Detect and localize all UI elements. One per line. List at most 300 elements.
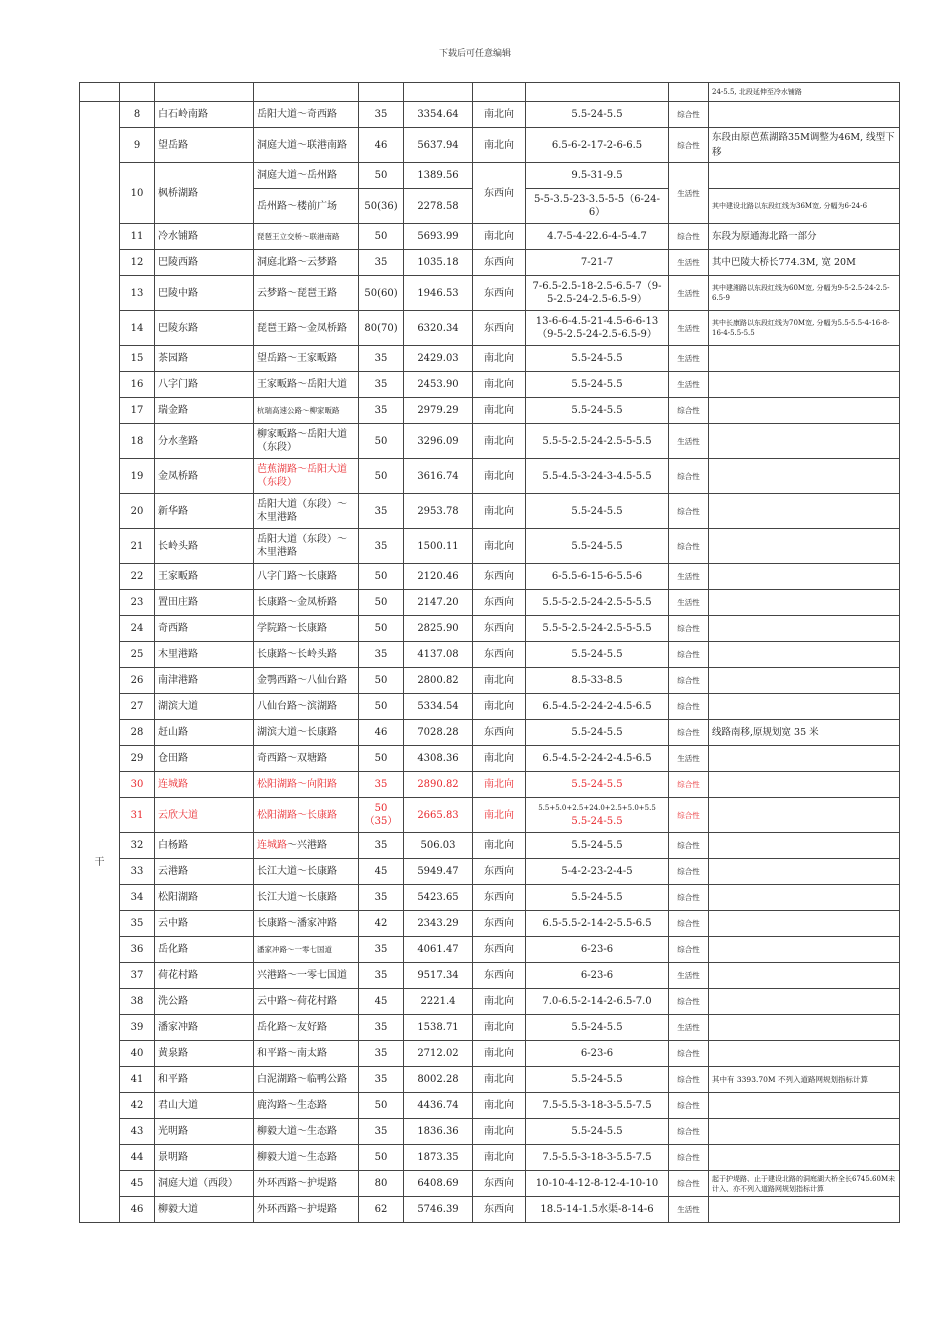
road-length: 2890.82 [404,772,473,798]
road-direction: 东西向 [473,885,526,911]
row-number: 9 [120,128,155,163]
red-line-width: 62 [359,1197,404,1223]
road-type: 综合性 [669,833,709,859]
red-line-width: 35 [359,642,404,668]
road-type: 综合性 [669,911,709,937]
road-name: 云中路 [155,911,254,937]
table-row [80,694,900,720]
remark [709,1119,900,1145]
remark [709,798,900,833]
red-line-width: 35 [359,372,404,398]
remark [709,694,900,720]
row-number: 12 [120,250,155,276]
road-name: 分水垄路 [155,424,254,459]
road-range: 洞庭北路～云梦路 [254,250,359,276]
road-length: 3354.64 [404,102,473,128]
road-range: 洞庭大道～岳州路 [254,163,359,189]
road-range: 芭蕉湖路～岳阳大道（东段） [254,459,359,494]
row-number: 24 [120,616,155,642]
road-name: 云欣大道 [155,798,254,833]
road-length: 2343.29 [404,911,473,937]
road-name: 南津港路 [155,668,254,694]
road-type: 综合性 [669,102,709,128]
range-end: ～兴港路 [287,840,327,851]
table-row [80,163,900,189]
road-length: 6320.34 [404,311,473,346]
remark [709,937,900,963]
row-number: 14 [120,311,155,346]
red-line-width: 35 [359,346,404,372]
road-name: 新华路 [155,494,254,529]
road-name: 巴陵中路 [155,276,254,311]
table-row [80,424,900,459]
road-name: 巴陵东路 [155,311,254,346]
row-number: 42 [120,1093,155,1119]
road-type: 生活性 [669,250,709,276]
table-row [80,1119,900,1145]
red-line-width: 50 [359,616,404,642]
road-length: 4436.74 [404,1093,473,1119]
remark: 线路南移,原规划宽 35 米 [709,720,900,746]
red-line-width: 35 [359,250,404,276]
row-number: 40 [120,1041,155,1067]
table-row [80,459,900,494]
table-row [80,102,900,128]
table-row [80,398,900,424]
road-length: 1389.56 [404,163,473,189]
road-name: 荷花村路 [155,963,254,989]
road-type: 综合性 [669,1067,709,1093]
road-direction: 南北向 [473,224,526,250]
cross-section: 4.7-5-4-22.6-4-5-4.7 [526,224,669,250]
road-name: 冷水铺路 [155,224,254,250]
table-row [80,772,900,798]
remark [709,772,900,798]
road-range: 金鹗西路～八仙台路 [254,668,359,694]
road-length: 8002.28 [404,1067,473,1093]
table-row [80,668,900,694]
red-line-width: 50 [359,424,404,459]
remark [709,459,900,494]
road-range: 兴港路～一零七国道 [254,963,359,989]
road-type: 生活性 [669,276,709,311]
cross-section: 13-6-6-4.5-21-4.5-6-6-13（9-5-2.5-24-2.5-6.5-9） [526,311,669,346]
road-length: 2800.82 [404,668,473,694]
road-direction: 东西向 [473,250,526,276]
red-line-width: 35 [359,1119,404,1145]
row-number: 31 [120,798,155,833]
row-number: 23 [120,590,155,616]
cross-section: 6-5.5-6-15-6-5.5-6 [526,564,669,590]
table-row [80,1145,900,1171]
table-row [80,1093,900,1119]
road-length: 2712.02 [404,1041,473,1067]
road-type: 生活性 [669,746,709,772]
row-number: 35 [120,911,155,937]
row-number: 43 [120,1119,155,1145]
remark [709,989,900,1015]
row-number: 19 [120,459,155,494]
road-name: 连城路 [155,772,254,798]
road-length: 3616.74 [404,459,473,494]
red-line-width: 45 [359,859,404,885]
red-line-width: 46 [359,720,404,746]
road-direction: 南北向 [473,372,526,398]
road-length: 3296.09 [404,424,473,459]
road-name: 岳化路 [155,937,254,963]
remark: 其中建设北路以东段红线为36M宽, 分幅为6-24-6 [709,189,900,224]
road-name: 长岭头路 [155,529,254,564]
road-name: 柳毅大道 [155,1197,254,1223]
remark [709,746,900,772]
cross-section: 5.5-4.5-3-24-3-4.5-5.5 [526,459,669,494]
road-length: 1873.35 [404,1145,473,1171]
road-length: 1538.71 [404,1015,473,1041]
road-direction: 南北向 [473,398,526,424]
road-range: 潘家冲路～一零七国道 [254,937,359,963]
road-range: 松阳湖路～长康路 [254,798,359,833]
cross-section: 5.5-24-5.5 [526,398,669,424]
road-name: 瑞金路 [155,398,254,424]
road-type: 生活性 [669,1015,709,1041]
row-number: 25 [120,642,155,668]
remark [709,911,900,937]
road-type: 综合性 [669,720,709,746]
cross-section: 5.5-24-5.5 [526,494,669,529]
cross-section-line2: 5.5-24-5.5 [571,816,623,827]
table-row [80,989,900,1015]
road-range: 八仙台路～滨湖路 [254,694,359,720]
road-table-container [79,82,899,1223]
road-length: 5949.47 [404,859,473,885]
table-row [80,833,900,859]
red-line-width: 50 [359,590,404,616]
remark: 其中巴陵大桥长774.3M, 宽 20M [709,250,900,276]
road-length: 2953.78 [404,494,473,529]
cross-section: 7.0-6.5-2-14-2-6.5-7.0 [526,989,669,1015]
road-name: 望岳路 [155,128,254,163]
cross-section: 5-4-2-23-2-4-5 [526,859,669,885]
cross-section: 9.5-31-9.5 [526,163,669,189]
road-range: 柳毅大道～生态路 [254,1145,359,1171]
road-direction: 东西向 [473,963,526,989]
remark [709,616,900,642]
road-type: 综合性 [669,1041,709,1067]
red-line-width: 35 [359,937,404,963]
road-type: 综合性 [669,224,709,250]
table-row [80,311,900,346]
road-type: 生活性 [669,590,709,616]
road-direction: 东西向 [473,590,526,616]
table-row [80,720,900,746]
top-note: 24-5.5, 北段延伸至冷水铺路 [709,83,900,102]
cross-section: 5.5-24-5.5 [526,885,669,911]
road-direction: 南北向 [473,494,526,529]
remark: 其中建湘路以东段红线为60M宽, 分幅为9-5-2.5-24-2.5-6.5-9 [709,276,900,311]
remark [709,1145,900,1171]
road-direction: 南北向 [473,668,526,694]
cross-section: 5.5-24-5.5 [526,1067,669,1093]
remark [709,102,900,128]
cross-section: 5.5-5-2.5-24-2.5-5-5.5 [526,424,669,459]
road-name: 和平路 [155,1067,254,1093]
table-row [80,83,900,102]
road-length: 506.03 [404,833,473,859]
table-row [80,1171,900,1197]
road-range: 湖滨大道～长康路 [254,720,359,746]
table-row [80,963,900,989]
table-row [80,859,900,885]
road-direction: 南北向 [473,746,526,772]
road-direction: 东西向 [473,720,526,746]
cross-section: 6-23-6 [526,1041,669,1067]
road-direction: 南北向 [473,529,526,564]
road-name: 黄泉路 [155,1041,254,1067]
road-length: 5334.54 [404,694,473,720]
road-range: 长康路～金凤桥路 [254,590,359,616]
cross-section: 6-23-6 [526,937,669,963]
cross-section [526,798,669,833]
road-name: 景明路 [155,1145,254,1171]
row-number: 22 [120,564,155,590]
cross-section: 18.5-14-1.5水渠-8-14-6 [526,1197,669,1223]
road-type: 综合性 [669,694,709,720]
table-row [80,590,900,616]
road-type: 生活性 [669,1197,709,1223]
road-type: 综合性 [669,798,709,833]
road-length: 2429.03 [404,346,473,372]
road-range: 王家畈路～岳阳大道 [254,372,359,398]
red-line-width: 50 [359,224,404,250]
remark [709,590,900,616]
cross-section: 5.5-24-5.5 [526,102,669,128]
remark [709,494,900,529]
row-number: 46 [120,1197,155,1223]
road-range [254,833,359,859]
table-row [80,1015,900,1041]
road-range: 外环西路～护堤路 [254,1197,359,1223]
row-number: 26 [120,668,155,694]
road-name: 奇西路 [155,616,254,642]
road-name: 王家畈路 [155,564,254,590]
road-length: 2147.20 [404,590,473,616]
road-name: 松阳湖路 [155,885,254,911]
remark [709,346,900,372]
remark: 东段为原通海北路一部分 [709,224,900,250]
cross-section: 7.5-5.5-3-18-3-5.5-7.5 [526,1093,669,1119]
cross-section: 7.5-5.5-3-18-3-5.5-7.5 [526,1145,669,1171]
table-row [80,1067,900,1093]
red-line-width: 50（35） [359,798,404,833]
group-label: 干 [94,856,105,868]
red-line-width: 80 [359,1171,404,1197]
cross-section: 5.5-24-5.5 [526,1015,669,1041]
road-name: 光明路 [155,1119,254,1145]
road-type: 生活性 [669,424,709,459]
road-length: 2221.4 [404,989,473,1015]
table-row [80,372,900,398]
road-type: 综合性 [669,616,709,642]
row-number: 36 [120,937,155,963]
road-direction: 东西向 [473,642,526,668]
road-name: 洞庭大道（西段） [155,1171,254,1197]
road-length: 2278.58 [404,189,473,224]
road-name: 金凤桥路 [155,459,254,494]
road-direction: 南北向 [473,128,526,163]
road-range: 岳化路～友好路 [254,1015,359,1041]
red-line-width: 35 [359,833,404,859]
table-row [80,1197,900,1223]
road-type: 综合性 [669,937,709,963]
cross-section: 5.5-24-5.5 [526,1119,669,1145]
remark: 东段由原芭蕉湖路35M调整为46M, 线型下移 [709,128,900,163]
row-number: 21 [120,529,155,564]
road-direction: 南北向 [473,102,526,128]
row-number: 34 [120,885,155,911]
road-name: 置田庄路 [155,590,254,616]
red-line-width: 50 [359,1145,404,1171]
red-line-width: 35 [359,772,404,798]
road-direction: 东西向 [473,616,526,642]
red-line-width: 46 [359,128,404,163]
remark [709,372,900,398]
red-line-width: 35 [359,1015,404,1041]
cross-section: 5.5-24-5.5 [526,772,669,798]
road-direction: 东西向 [473,1171,526,1197]
cross-section: 5.5-24-5.5 [526,372,669,398]
row-number: 15 [120,346,155,372]
road-direction: 东西向 [473,937,526,963]
row-number: 32 [120,833,155,859]
remark: 其中有 3393.70M 不列入道路网规划指标计算 [709,1067,900,1093]
table-row [80,885,900,911]
road-range: 云梦路～琵琶王路 [254,276,359,311]
road-direction: 南北向 [473,459,526,494]
road-name: 木里港路 [155,642,254,668]
row-number: 39 [120,1015,155,1041]
row-number: 29 [120,746,155,772]
row-number: 18 [120,424,155,459]
red-line-width: 45 [359,989,404,1015]
red-line-width: 80(70) [359,311,404,346]
cross-section: 5.5-5-2.5-24-2.5-5-5.5 [526,616,669,642]
row-number: 45 [120,1171,155,1197]
remark [709,668,900,694]
group-cell-top [80,83,120,102]
road-name: 巴陵西路 [155,250,254,276]
road-range: 岳阳大道～奇西路 [254,102,359,128]
row-number: 33 [120,859,155,885]
cross-section: 5.5-24-5.5 [526,833,669,859]
road-range: 岳州路～楼前广场 [254,189,359,224]
cross-section: 5.5-24-5.5 [526,720,669,746]
road-direction: 南北向 [473,1093,526,1119]
remark [709,859,900,885]
road-length: 7028.28 [404,720,473,746]
remark [709,163,900,189]
remark [709,1041,900,1067]
road-direction: 东西向 [473,564,526,590]
remark: 其中长康路以东段红线为70M宽, 分幅为5.5-5.5-4-16-8-16-4-5.5-5.5 [709,311,900,346]
road-direction: 南北向 [473,989,526,1015]
cross-section: 5.5-24-5.5 [526,529,669,564]
road-type: 综合性 [669,989,709,1015]
row-number: 13 [120,276,155,311]
road-range: 长康路～潘家冲路 [254,911,359,937]
road-length: 2825.90 [404,616,473,642]
road-length: 4137.08 [404,642,473,668]
remark [709,833,900,859]
red-line-width: 35 [359,398,404,424]
road-type: 综合性 [669,1119,709,1145]
red-line-width: 35 [359,963,404,989]
road-type: 生活性 [669,346,709,372]
cross-section: 5-5-3.5-23-3.5-5-5（6-24-6） [526,189,669,224]
remark: 起于护堤路、止于建设北路的洞庭湖大桥全长6745.60M未计入、亦不列入道路网规划指标计算 [709,1171,900,1197]
remark [709,529,900,564]
row-number: 11 [120,224,155,250]
road-type: 生活性 [669,311,709,346]
road-direction: 东西向 [473,276,526,311]
road-range: 鹿沟路～生态路 [254,1093,359,1119]
road-direction: 东西向 [473,859,526,885]
road-table [79,82,900,1223]
road-length: 5423.65 [404,885,473,911]
remark [709,424,900,459]
row-number: 28 [120,720,155,746]
road-range: 白泥湖路～临鸭公路 [254,1067,359,1093]
cross-section: 6.5-4.5-2-24-2-4.5-6.5 [526,694,669,720]
road-direction: 南北向 [473,694,526,720]
table-row [80,1041,900,1067]
group-label-cell [80,102,120,1223]
road-type: 生活性 [669,163,709,224]
red-line-width: 35 [359,529,404,564]
road-range: 柳家畈路～岳阳大道（东段） [254,424,359,459]
road-range: 洞庭大道～联港南路 [254,128,359,163]
road-type: 生活性 [669,564,709,590]
road-length: 1035.18 [404,250,473,276]
cross-section: 6.5-4.5-2-24-2-4.5-6.5 [526,746,669,772]
row-number: 17 [120,398,155,424]
road-range: 杭瑞高速公路～柳家畈路 [254,398,359,424]
road-direction: 东西向 [473,311,526,346]
row-number: 41 [120,1067,155,1093]
range-start: 连城路 [257,840,287,851]
red-line-width: 35 [359,102,404,128]
red-line-width: 35 [359,494,404,529]
table-row [80,224,900,250]
road-length: 1946.53 [404,276,473,311]
road-range: 外环西路～护堤路 [254,1171,359,1197]
road-type: 综合性 [669,494,709,529]
red-line-width: 42 [359,911,404,937]
table-row [80,494,900,529]
road-length: 2453.90 [404,372,473,398]
road-type: 综合性 [669,668,709,694]
table-row [80,911,900,937]
road-name: 茶园路 [155,346,254,372]
road-range: 和平路～南太路 [254,1041,359,1067]
road-length: 5746.39 [404,1197,473,1223]
road-range: 奇西路～双塘路 [254,746,359,772]
road-name: 枫桥湖路 [155,163,254,224]
road-direction: 南北向 [473,424,526,459]
road-name: 洗公路 [155,989,254,1015]
road-direction: 南北向 [473,833,526,859]
road-range: 岳阳大道（东段）～木里港路 [254,494,359,529]
remark [709,1093,900,1119]
